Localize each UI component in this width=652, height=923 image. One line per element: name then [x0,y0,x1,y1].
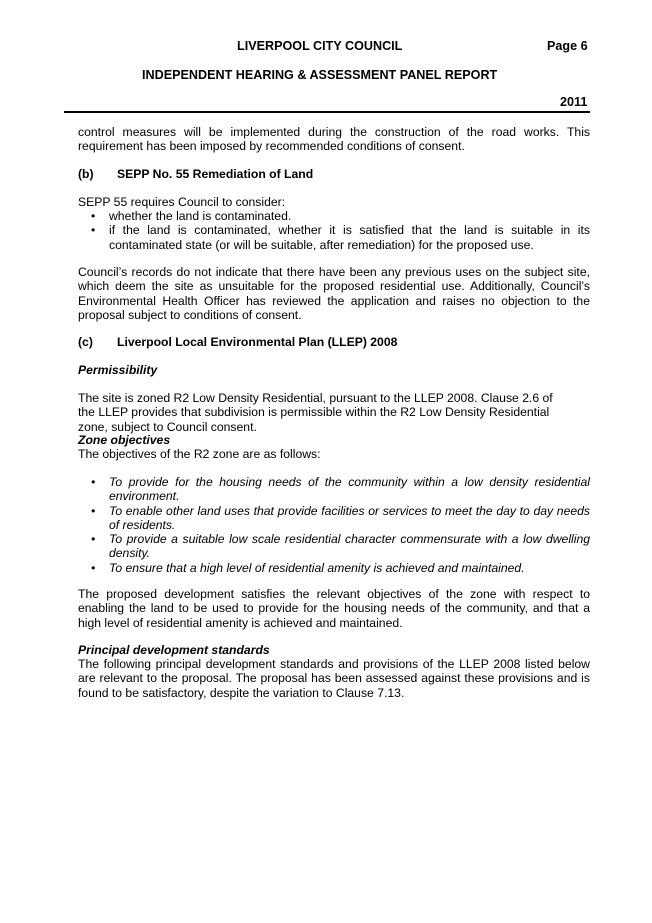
zone-objectives-heading: Zone objectives [78,433,171,447]
list-item: • if the land is contaminated, whether it is satisfied that the land is suitable in its contaminated state (or will be suitable, after remediation) for the proposed use. [91,223,590,252]
zone-objectives-lead: The objectives of the R2 zone are as follows: [78,447,321,461]
section-c-number: (c) [78,335,93,349]
section-b-heading [78,167,313,181]
permissibility-line: the LLEP provides that subdivision is permissible within the R2 Low Density Residential [78,405,550,420]
bullet-icon: • [91,209,96,223]
zone-objectives-list [78,475,590,575]
council-name: LIVERPOOL CITY COUNCIL [237,39,403,53]
bullet-icon: • [91,475,96,489]
section-b-title: SEPP No. 55 Remediation of Land [117,167,314,181]
permissibility-line: The site is zoned R2 Low Density Residential, pursuant to the LLEP 2008. Clause 2.6 of [78,391,553,405]
zone-objectives-paragraph: The proposed development satisfies the relevant objectives of the zone with respect to enabling the land to be used to provide for the housing needs of the community, and that a high level of residential amenity is achieved and maintained. [78,587,590,630]
section-c-heading [78,335,397,349]
report-title: INDEPENDENT HEARING & ASSESSMENT PANEL REPORT [142,68,498,82]
section-c-title: Liverpool Local Environmental Plan (LLEP) 2008 [117,335,398,349]
list-item: • To provide a suitable low scale residential character commensurate with a low dwelling density. [91,532,590,561]
page-number: Page 6 [547,39,588,53]
section-b-bullet-list [78,209,590,252]
list-item: • To ensure that a high level of residential amenity is achieved and maintained. [91,560,525,575]
list-item: • To enable other land uses that provide facilities or services to meet the day to day needs of residents. [91,503,590,532]
permissibility-paragraph [78,391,590,434]
section-b-paragraph: Council’s records do not indicate that there have been any previous uses on the subject site, which deem the site as unsuitable for the proposed residential use. Additionally, Council’s Environmental Health Officer has reviewed the application and raises no objection to the proposal subject to conditions of consent. [78,265,590,322]
permissibility-line: zone, subject to Council consent. [78,419,257,434]
bullet-icon: • [91,503,96,518]
list-item: • whether the land is contaminated. [91,209,292,223]
section-b-lead: SEPP 55 requires Council to consider: [78,195,286,209]
header-rule [64,111,590,113]
bullet-icon: • [91,223,96,238]
permissibility-heading: Permissibility [78,363,158,377]
section-b-number: (b) [78,167,94,181]
intro-paragraph: control measures will be implemented during the construction of the road works. This requirement has been imposed by recommended conditions of consent. [78,125,590,154]
principal-standards-heading: Principal development standards [78,643,270,657]
bullet-icon: • [91,560,96,575]
bullet-icon: • [91,532,96,547]
list-item: • To provide for the housing needs of the community within a low density residential environment. [91,475,590,504]
report-year: 2011 [560,95,588,109]
principal-standards-paragraph: The following principal development standards and provisions of the LLEP 2008 listed below are relevant to the proposal. The proposal has been assessed against these provisions and is found to be satisfactory, despite the variation to Clause 7.13. [78,657,590,700]
